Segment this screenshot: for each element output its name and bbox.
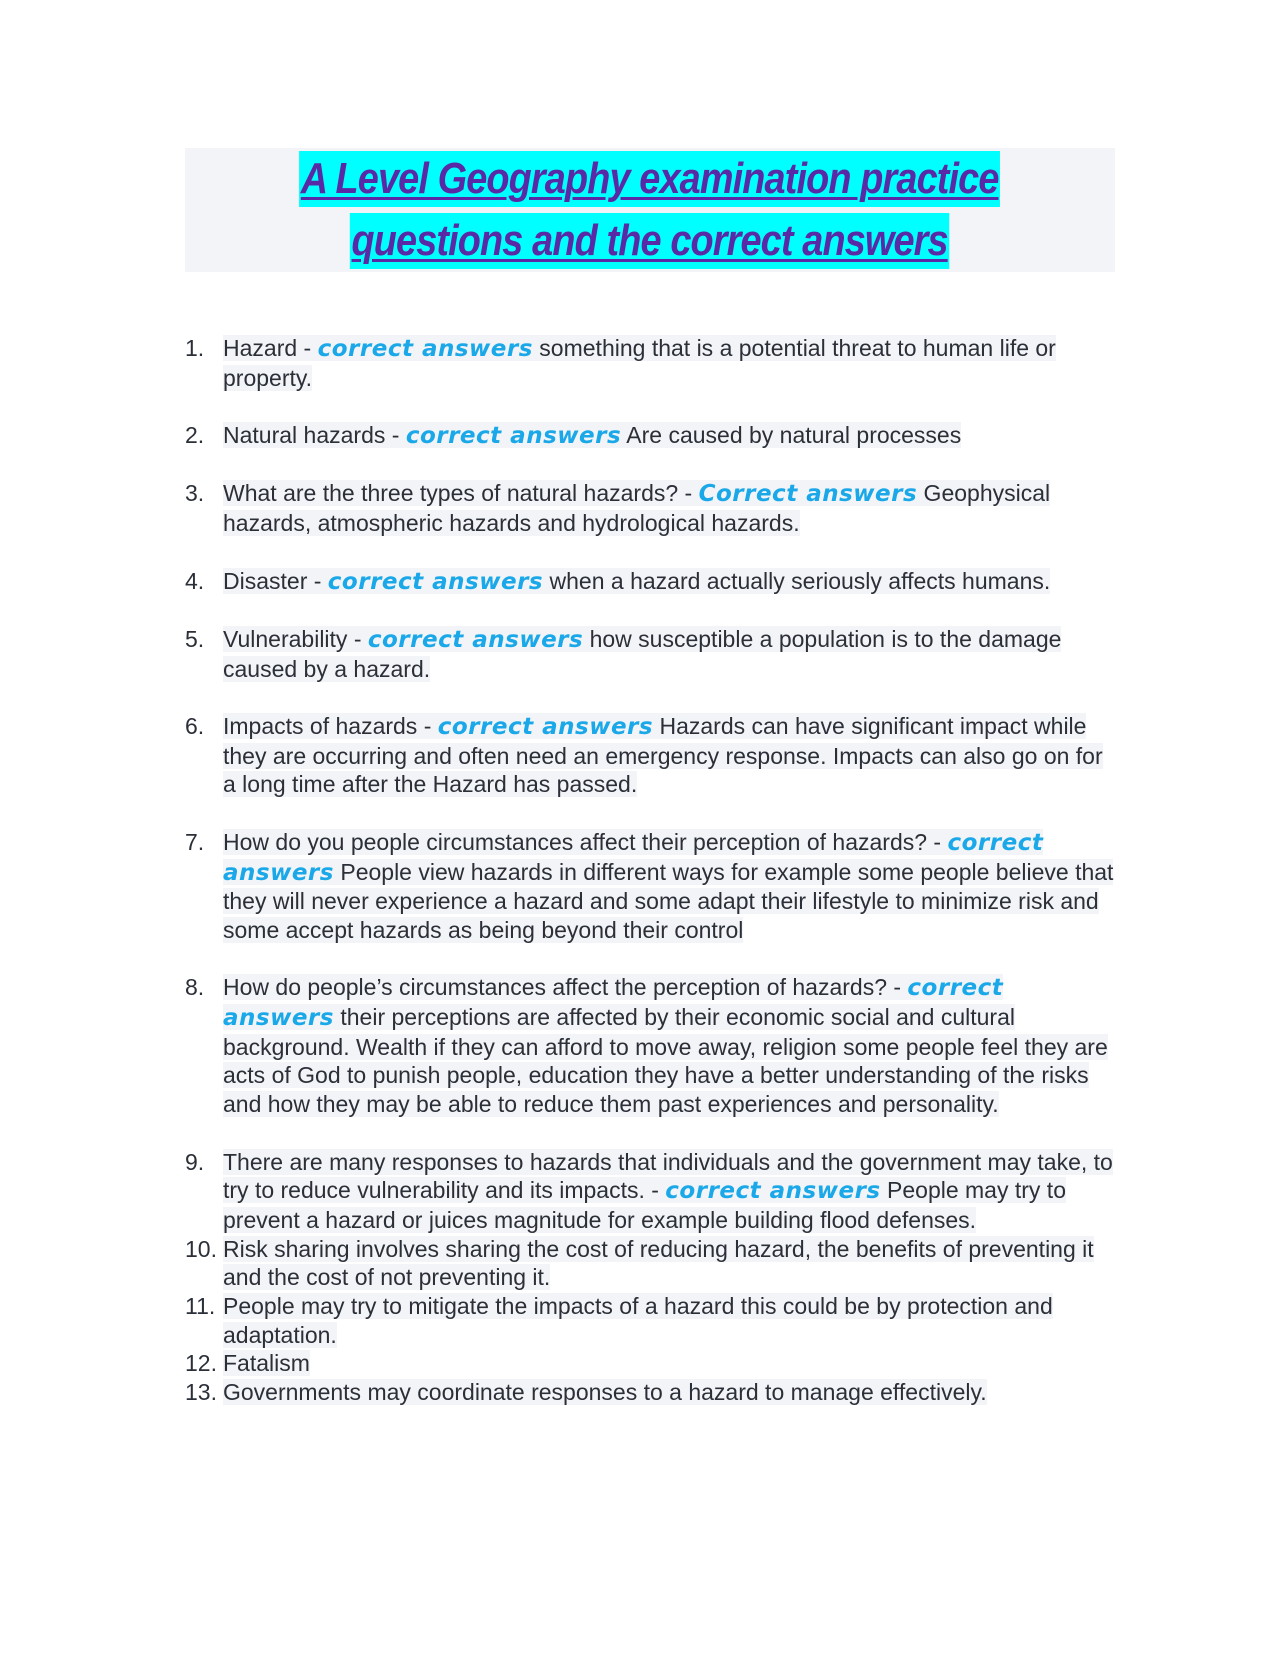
item-text: Fatalism <box>223 1350 310 1377</box>
item-number: 12. <box>185 1350 217 1377</box>
item-question: How do people’s circumstances affect the perception of hazards? - <box>223 974 908 1001</box>
item-question: Hazard - <box>223 335 318 361</box>
page-title-line-1: A Level Geography examination practice <box>299 151 1000 207</box>
answer-tag: correct answers <box>327 568 544 595</box>
item-question: Impacts of hazards - <box>223 713 438 740</box>
item-answer: when a hazard actually seriously affects humans. <box>543 567 1051 594</box>
item-text <box>223 480 1050 536</box>
item-number: 4. <box>185 567 205 594</box>
page-title-line-2: questions and the correct answers <box>350 213 950 269</box>
list-item <box>185 973 1115 1119</box>
list-item <box>185 1349 1115 1378</box>
item-number: 8. <box>185 974 205 1001</box>
item-text: Risk sharing involves sharing the cost of reducing hazard, the benefits of preventing it and the cost of not preventing it. <box>223 1235 1094 1291</box>
item-answer: Geophysical hazards, atmospheric hazards and hydrological hazards. <box>223 480 1051 537</box>
item-text: Governments may coordinate responses to a hazard to manage effectively. <box>223 1379 987 1406</box>
answer-tag: correct answers <box>405 423 622 450</box>
list-item <box>185 1235 1115 1292</box>
item-number: 7. <box>185 828 205 855</box>
list-item <box>185 567 1115 597</box>
item-answer: something that is a potential threat to human life or property. <box>223 335 1056 391</box>
item-text <box>223 568 1050 594</box>
item-number: 6. <box>185 713 205 740</box>
item-question: How do you people circumstances affect their perception of hazards? - <box>223 828 948 855</box>
list-item <box>185 712 1115 799</box>
item-text <box>223 1149 1113 1233</box>
item-text <box>223 626 1061 682</box>
item-text: People may try to mitigate the impacts of a hazard this could be by protection and adaptation. <box>223 1293 1053 1348</box>
item-number: 3. <box>185 480 205 507</box>
item-question: There are many responses to hazards that individuals and the government may take, to try to reduce vulnerability and its impacts. - <box>223 1148 1113 1204</box>
item-number: 5. <box>185 625 205 652</box>
answer-tag: correct answers <box>367 626 584 653</box>
item-answer: their perceptions are affected by their economic social and cultural background. Wealth if they can afford to move away, religion some people feel they are acts of God to punish people, education they have a better understanding of the risks and how they may be able to reduce them past experiences and personality. <box>223 1004 1108 1118</box>
list-item <box>185 1292 1115 1349</box>
answer-tag: correct answers <box>665 1178 881 1205</box>
list-item <box>185 625 1115 683</box>
item-text <box>223 974 1108 1117</box>
item-text <box>223 713 1103 797</box>
answer-tag: correct answers <box>223 975 1004 1032</box>
item-number: 9. <box>185 1148 205 1175</box>
question-answer-list <box>185 334 1115 1407</box>
item-text <box>223 829 1113 943</box>
item-question: Disaster - <box>223 567 328 594</box>
item-text <box>223 335 1056 391</box>
item-answer: how susceptible a population is to the damage caused by a hazard. <box>223 625 1062 682</box>
item-question: Vulnerability - <box>223 625 368 652</box>
item-answer: People view hazards in different ways for example some people believe that they will never experience a hazard and some adapt their lifestyle to minimize risk and some accept hazards as being beyond their control <box>223 858 1114 943</box>
item-text <box>223 422 961 448</box>
answer-tag: correct answers <box>437 714 654 741</box>
answer-tag: correct answers <box>223 829 1044 886</box>
item-question: What are the three types of natural hazards? - <box>223 480 699 507</box>
list-item <box>185 828 1115 945</box>
item-number: 2. <box>185 422 205 449</box>
list-item <box>185 479 1115 537</box>
answer-tag: Correct answers <box>698 481 918 508</box>
list-item <box>185 1148 1115 1235</box>
item-answer: People may try to prevent a hazard or juices magnitude for example building flood defenses. <box>223 1177 1066 1233</box>
item-number: 1. <box>185 335 205 361</box>
item-number: 10. <box>185 1235 217 1262</box>
item-number: 11. <box>185 1293 216 1320</box>
list-item <box>185 1378 1115 1407</box>
list-item <box>185 421 1115 451</box>
list-item <box>185 334 1115 392</box>
title-block <box>185 148 1115 272</box>
item-question: Natural hazards - <box>223 422 406 449</box>
item-answer: Are caused by natural processes <box>621 422 962 449</box>
item-answer: Hazards can have significant impact while they are occurring and often need an emergency response. Impacts can also go on for a long time after the Hazard has passed. <box>223 713 1103 798</box>
item-number: 13. <box>185 1379 217 1406</box>
answer-tag: correct answers <box>317 336 533 362</box>
